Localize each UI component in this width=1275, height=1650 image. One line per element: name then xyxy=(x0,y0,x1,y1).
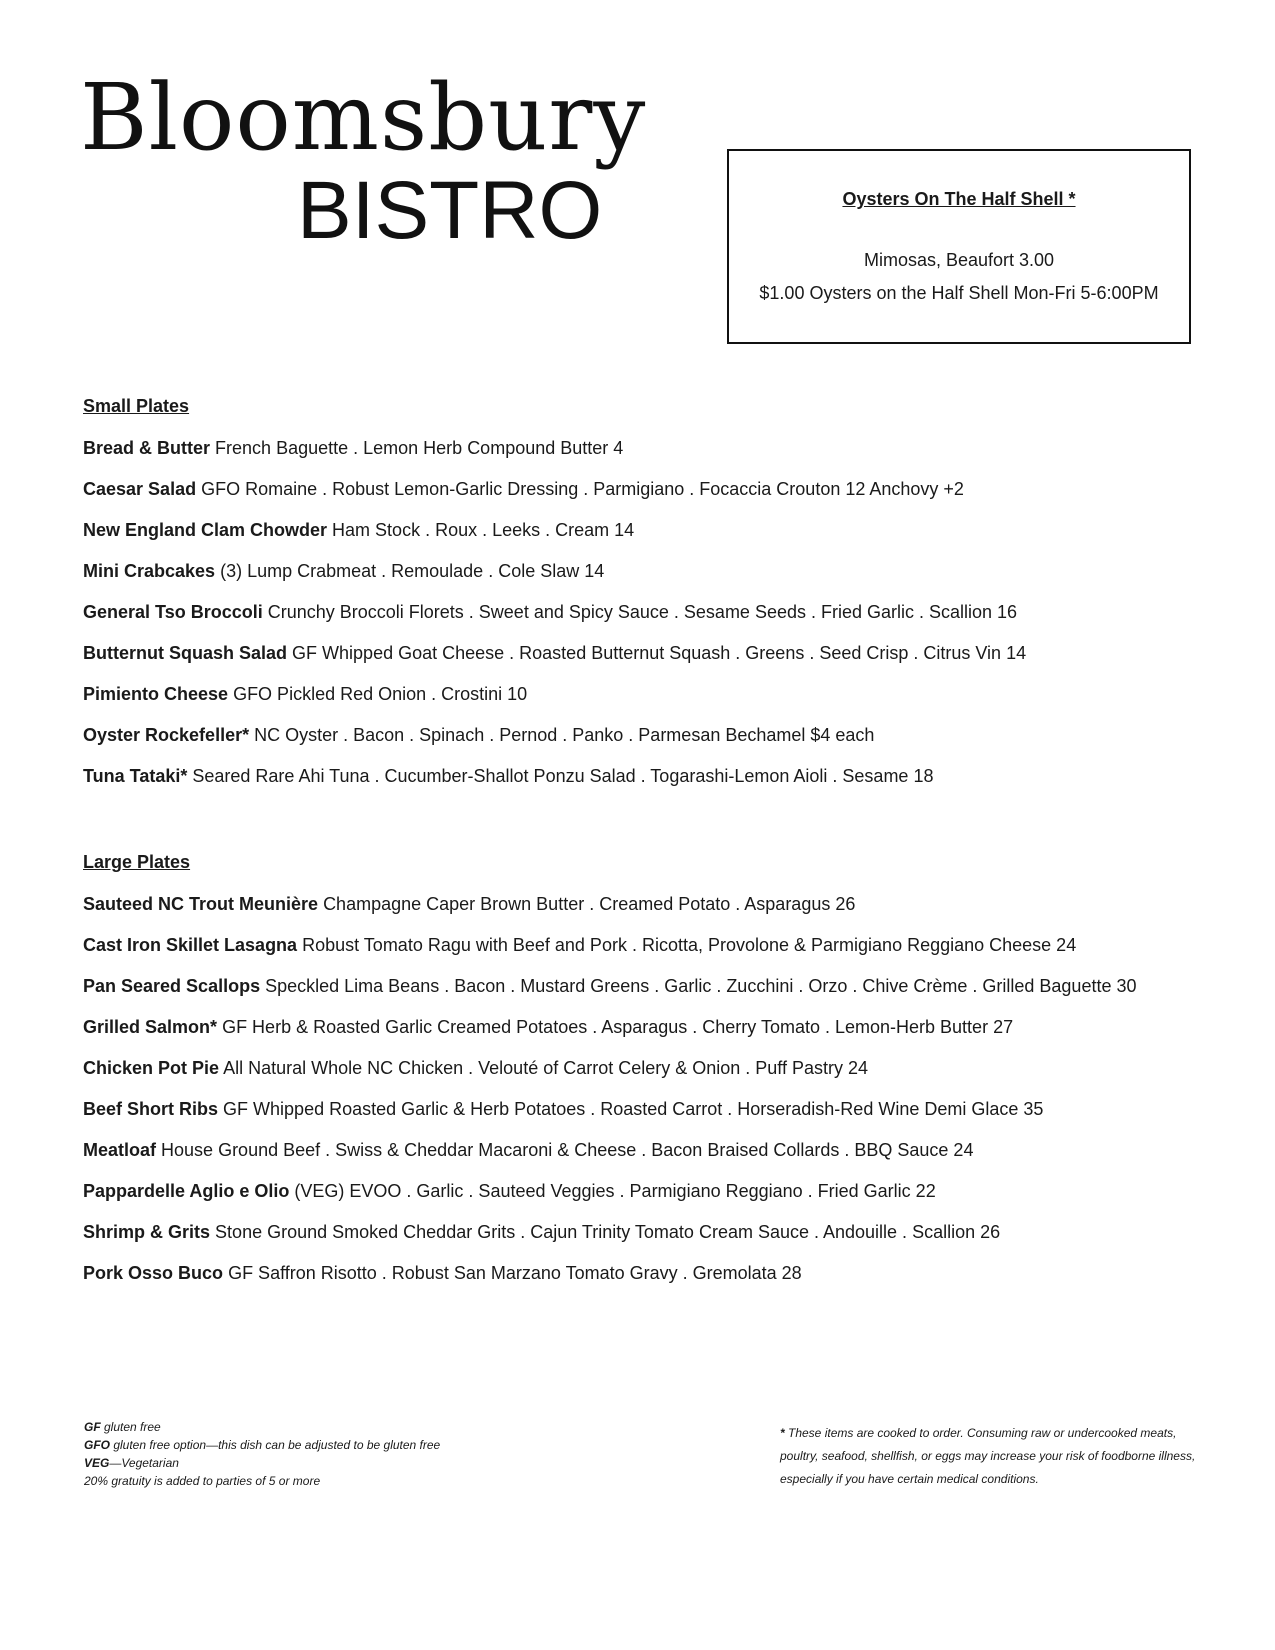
legend-text: —Vegetarian xyxy=(109,1456,179,1470)
item-name: Butternut Squash Salad xyxy=(83,643,288,663)
item-name: Oyster Rockefeller* xyxy=(83,725,250,745)
item-description: Ham Stock . Roux . Leeks . Cream 14 xyxy=(332,520,635,540)
menu-item xyxy=(83,884,1213,925)
small-plates-heading: Small Plates xyxy=(83,396,190,416)
item-description: All Natural Whole NC Chicken . Velouté of Carrot Celery & Onion . Puff Pastry 24 xyxy=(223,1058,869,1078)
menu-item xyxy=(83,756,1213,797)
menu-item xyxy=(83,1089,1213,1130)
item-name: Grilled Salmon* xyxy=(83,1017,218,1037)
item-name: Pan Seared Scallops xyxy=(83,976,261,996)
small-plates-list xyxy=(83,428,1213,797)
footer-disclaimer xyxy=(780,1422,1200,1491)
item-description: GFO Pickled Red Onion . Crostini 10 xyxy=(233,684,528,704)
item-description: House Ground Beef . Swiss & Cheddar Macaroni & Cheese . Bacon Braised Collards . BBQ Sauce 24 xyxy=(161,1140,974,1160)
item-description: Champagne Caper Brown Butter . Creamed Potato . Asparagus 26 xyxy=(323,894,856,914)
item-name: Pappardelle Aglio e Olio xyxy=(83,1181,290,1201)
menu-item xyxy=(83,1253,1213,1294)
item-name: Pork Osso Buco xyxy=(83,1263,224,1283)
menu-item xyxy=(83,1007,1213,1048)
disclaimer-text: These items are cooked to order. Consuming raw or undercooked meats, poultry, seafood, shellfish, or eggs may increase your risk of foodborne illness, especially if you have certain medical conditions. xyxy=(780,1426,1196,1486)
item-description: GF Whipped Goat Cheese . Roasted Butternut Squash . Greens . Seed Crisp . Citrus Vin 14 xyxy=(292,643,1027,663)
menu-item xyxy=(83,428,1213,469)
item-description: Speckled Lima Beans . Bacon . Mustard Greens . Garlic . Zucchini . Orzo . Chive Crème . Grilled Baguette 30 xyxy=(265,976,1137,996)
menu-item xyxy=(83,592,1213,633)
promo-line-mimosas: Mimosas, Beaufort 3.00 xyxy=(863,250,1055,270)
menu-item xyxy=(83,715,1213,756)
item-name: Meatloaf xyxy=(83,1140,157,1160)
menu-item xyxy=(83,966,1213,1007)
item-description: (3) Lump Crabmeat . Remoulade . Cole Slaw 14 xyxy=(220,561,605,581)
menu-item xyxy=(83,674,1213,715)
legend-veg xyxy=(84,1454,440,1472)
item-description: (VEG) EVOO . Garlic . Sauteed Veggies . Parmigiano Reggiano . Fried Garlic 22 xyxy=(294,1181,936,1201)
legend-text: gluten free xyxy=(100,1420,161,1434)
item-description: GF Herb & Roasted Garlic Creamed Potatoes . Asparagus . Cherry Tomato . Lemon-Herb Butter 27 xyxy=(222,1017,1014,1037)
item-name: Cast Iron Skillet Lasagna xyxy=(83,935,298,955)
logo-script-text: Bloomsbury xyxy=(80,64,647,171)
item-description: GF Whipped Roasted Garlic & Herb Potatoes . Roasted Carrot . Horseradish-Red Wine Demi Glace 35 xyxy=(223,1099,1044,1119)
item-name: Bread & Butter xyxy=(83,438,211,458)
legend-gf xyxy=(84,1418,440,1436)
menu-item xyxy=(83,1212,1213,1253)
menu-item xyxy=(83,510,1213,551)
item-description: Seared Rare Ahi Tuna . Cucumber-Shallot Ponzu Salad . Togarashi-Lemon Aioli . Sesame 18 xyxy=(192,766,934,786)
item-name: Caesar Salad xyxy=(83,479,197,499)
item-description: Robust Tomato Ragu with Beef and Pork . Ricotta, Provolone & Parmigiano Reggiano Cheese 24 xyxy=(302,935,1077,955)
large-plates-heading: Large Plates xyxy=(83,852,191,872)
item-description: NC Oyster . Bacon . Spinach . Pernod . Panko . Parmesan Bechamel $4 each xyxy=(254,725,875,745)
item-name: Tuna Tataki* xyxy=(83,766,188,786)
legend-gfo xyxy=(84,1436,440,1454)
promo-box xyxy=(727,149,1191,344)
legend-text: gluten free option—this dish can be adjusted to be gluten free xyxy=(110,1438,441,1452)
menu-item xyxy=(83,551,1213,592)
promo-line-oysters: $1.00 Oysters on the Half Shell Mon-Fri 5-6:00PM xyxy=(759,283,1159,303)
item-description: French Baguette . Lemon Herb Compound Butter 4 xyxy=(215,438,624,458)
legend-code: GF xyxy=(84,1420,101,1434)
menu-item xyxy=(83,1048,1213,1089)
item-name: Beef Short Ribs xyxy=(83,1099,219,1119)
logo-bistro-text: BISTRO xyxy=(297,165,603,256)
legend-code: VEG xyxy=(84,1456,110,1470)
gratuity-note: 20% gratuity is added to parties of 5 or more xyxy=(84,1474,321,1488)
item-name: New England Clam Chowder xyxy=(83,520,328,540)
item-name: Pimiento Cheese xyxy=(83,684,229,704)
disclaimer-mark: * xyxy=(780,1426,785,1440)
item-name: General Tso Broccoli xyxy=(83,602,263,622)
item-name: Sauteed NC Trout Meunière xyxy=(83,894,319,914)
menu-item xyxy=(83,925,1213,966)
menu-item xyxy=(83,1130,1213,1171)
item-name: Mini Crabcakes xyxy=(83,561,216,581)
legend-code: GFO xyxy=(84,1438,110,1452)
item-name: Chicken Pot Pie xyxy=(83,1058,220,1078)
menu-item xyxy=(83,633,1213,674)
promo-title: Oysters On The Half Shell * xyxy=(842,189,1076,209)
item-name: Shrimp & Grits xyxy=(83,1222,211,1242)
item-description: GF Saffron Risotto . Robust San Marzano Tomato Gravy . Gremolata 28 xyxy=(228,1263,802,1283)
menu-item xyxy=(83,1171,1213,1212)
item-description: GFO Romaine . Robust Lemon-Garlic Dressing . Parmigiano . Focaccia Crouton 12 Anchovy +2 xyxy=(201,479,964,499)
large-plates-section xyxy=(83,848,1213,1294)
small-plates-section xyxy=(83,392,1213,797)
large-plates-list xyxy=(83,884,1213,1294)
item-description: Stone Ground Smoked Cheddar Grits . Cajun Trinity Tomato Cream Sauce . Andouille . Scallion 26 xyxy=(215,1222,1001,1242)
item-description: Crunchy Broccoli Florets . Sweet and Spicy Sauce . Sesame Seeds . Fried Garlic . Scallion 16 xyxy=(267,602,1018,622)
footer-legend xyxy=(84,1418,440,1490)
menu-item xyxy=(83,469,1213,510)
